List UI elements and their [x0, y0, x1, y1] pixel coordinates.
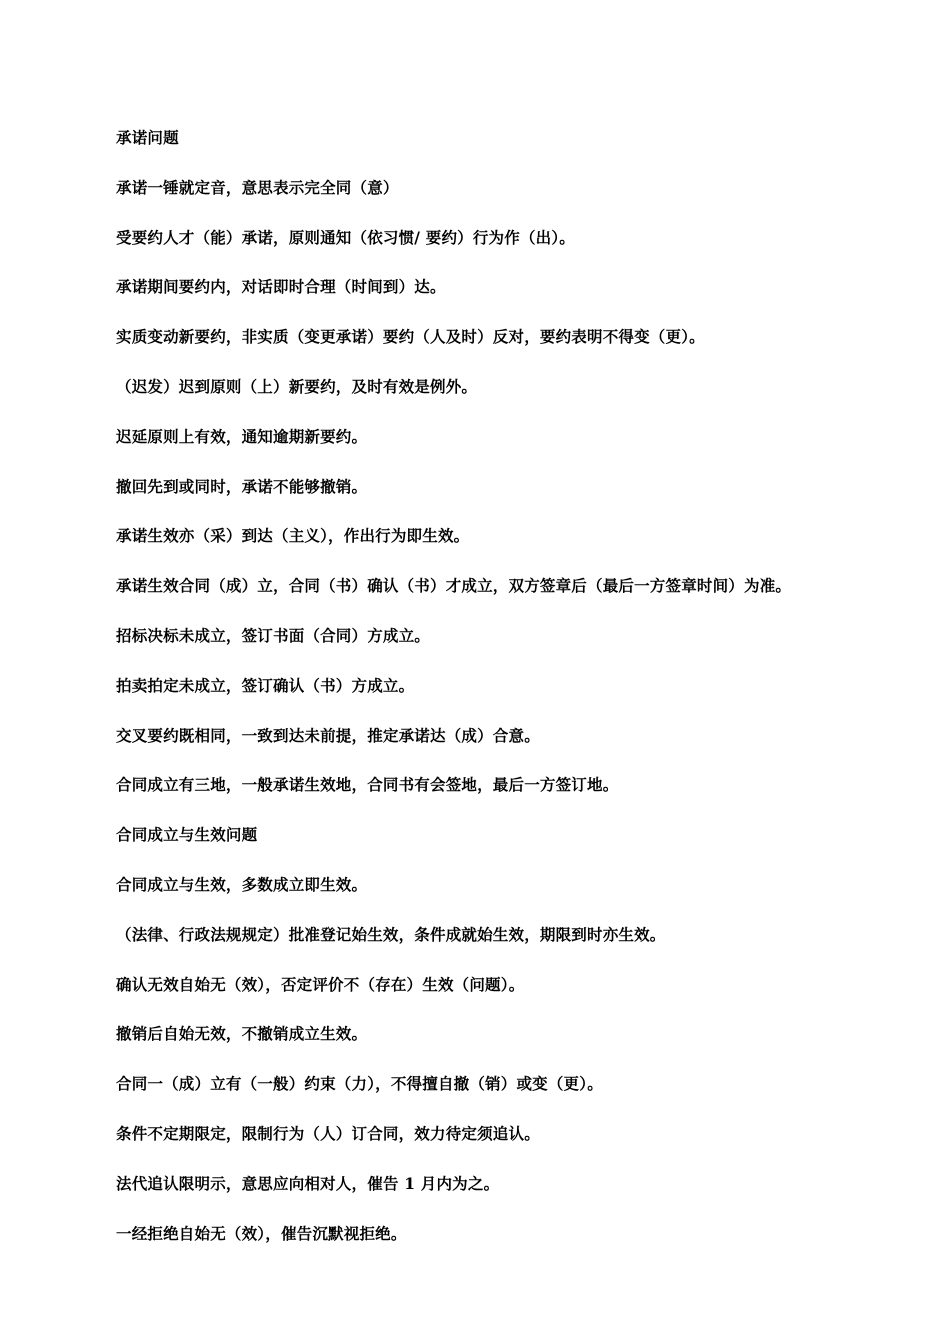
text-line: 受要约人才（能）承诺，原则通知（依习惯/ 要约）行为作（出）。	[116, 227, 576, 247]
text-line: 迟延原则上有效，通知逾期新要约。	[116, 426, 368, 446]
text-line: 承诺一锤就定音，意思表示完全同（意）	[116, 177, 399, 197]
text-line: 条件不定期限定，限制行为（人）订合同，效力待定须追认。	[116, 1123, 540, 1143]
text-line: （法律、行政法规规定）批准登记始生效，条件成就始生效，期限到时亦生效。	[116, 924, 666, 944]
text-line: 合同成立有三地，一般承诺生效地，合同书有会签地，最后一方签订地。	[116, 775, 619, 795]
section-heading: 合同成立与生效问题	[116, 825, 258, 845]
text-line: 承诺期间要约内，对话即时合理（时间到）达。	[116, 277, 446, 297]
text-line: 承诺生效合同（成）立，合同（书）确认（书）才成立，双方签章后（最后一方签章时间）为准。	[116, 576, 792, 596]
text-line: 合同成立与生效，多数成立即生效。	[116, 874, 368, 894]
text-line: 交叉要约既相同，一致到达未前提，推定承诺达（成）合意。	[116, 725, 540, 745]
text-line: （迟发）迟到原则（上）新要约，及时有效是例外。	[116, 376, 478, 396]
text-line: 承诺生效亦（采）到达（主义），作出行为即生效。	[116, 526, 470, 546]
text-line: 确认无效自始无（效），否定评价不（存在）生效（问题）。	[116, 974, 525, 994]
text-line: 撤销后自始无效，不撤销成立生效。	[116, 1024, 368, 1044]
text-line: 实质变动新要约，非实质（变更承诺）要约（人及时）反对，要约表明不得变（更）。	[116, 327, 705, 347]
text-line: 一经拒绝自始无（效），催告沉默视拒绝。	[116, 1223, 407, 1243]
document-body	[116, 126, 916, 1271]
section-heading: 承诺问题	[116, 128, 179, 147]
text-line: 撤回先到或同时，承诺不能够撤销。	[116, 476, 368, 496]
text-line: 合同一（成）立有（一般）约束（力），不得擅自撤（销）或变（更）。	[116, 1074, 603, 1094]
text-line: 招标决标未成立，签订书面（合同）方成立。	[116, 625, 431, 645]
text-line: 法代追认限明示，意思应向相对人，催告 1 月内为之。	[116, 1173, 500, 1193]
text-line: 拍卖拍定未成立，签订确认（书）方成立。	[116, 675, 415, 695]
